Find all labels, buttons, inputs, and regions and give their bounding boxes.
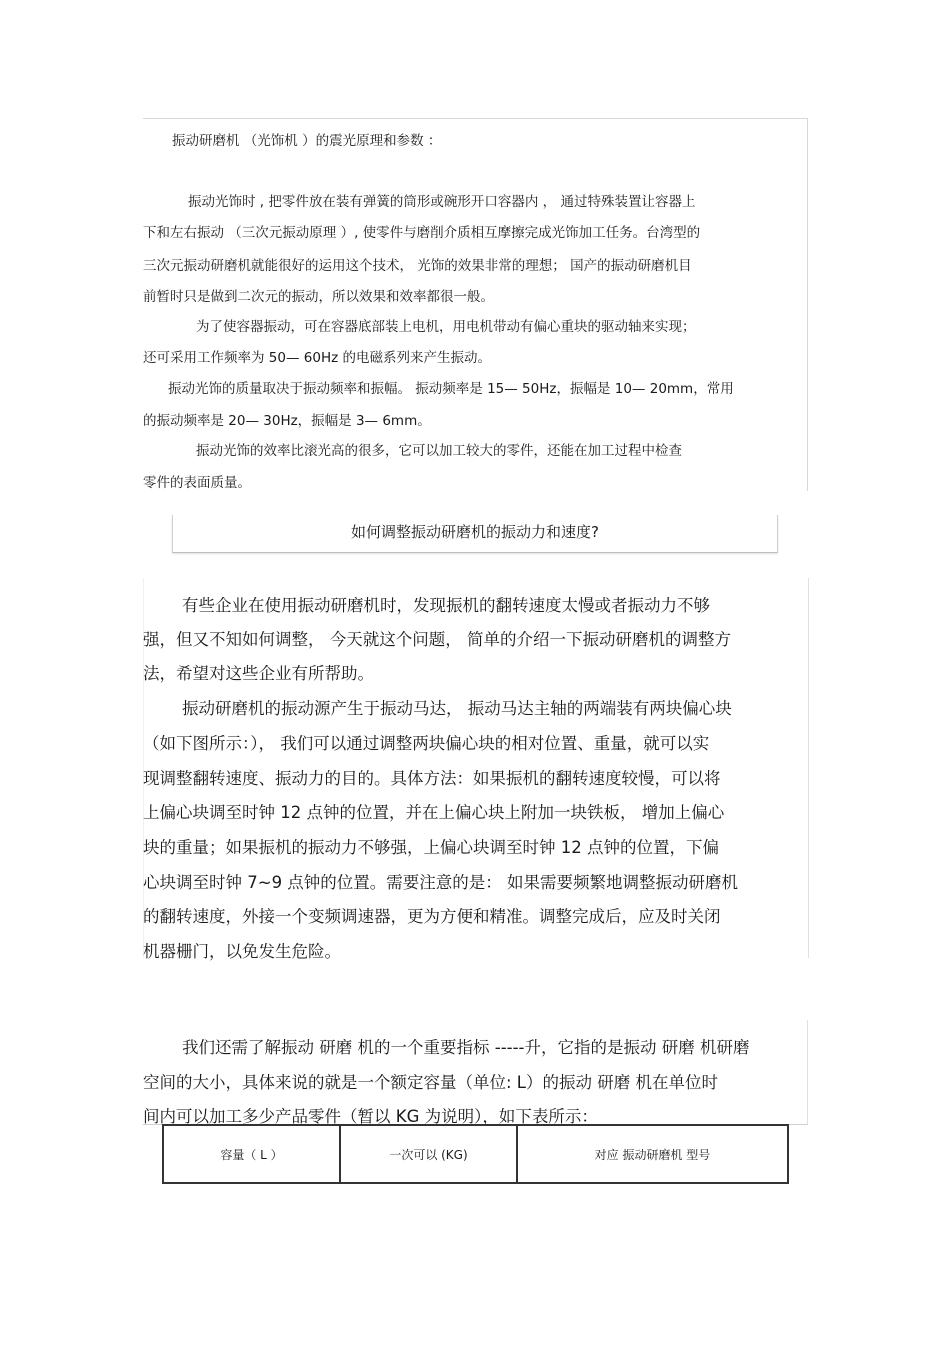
section1-line: 还可采用工作频率为 50— 60Hz 的电磁系列来产生振动。 — [143, 350, 491, 366]
section2-line: 的翻转速度，外接一个变频调速器，更为方便和精准。调整完成后，应及时关闭 — [143, 907, 721, 926]
section1-line: 三次元振动研磨机就能很好的运用这个技术， 光饰的效果非常的理想； 国产的振动研磨机目 — [143, 258, 692, 274]
table-header-capacity: 容量（ L ） — [163, 1125, 340, 1183]
section3-line: 空间的大小，具体来说的就是一个额定容量（单位: L）的振动 研磨 机在单位时 — [143, 1073, 718, 1092]
section1-heading: 振动研磨机 （光饰机 ）的震光原理和参数 ： — [172, 133, 442, 149]
section1-line: 下和左右振动 （三次元振动原理 ）, 使零件与磨削介质相互摩擦完成光饰加工任务。台湾型的 — [143, 225, 701, 241]
section2-line: 振动研磨机的振动源产生于振动马达， 振动马达主轴的两端装有两块偏心块 — [182, 699, 732, 718]
section1-line: 振动光饰的效率比滚光高的很多，它可以加工较大的零件，还能在加工过程中检查 — [196, 443, 682, 459]
section1-line: 的振动频率是 20— 30Hz，振幅是 3— 6mm。 — [143, 413, 431, 429]
section3-line: 我们还需了解振动 研磨 机的一个重要指标 -----升，它指的是振动 研磨 机研磨 — [182, 1038, 750, 1057]
section1-line: 振动光饰的质量取决于振动频率和振幅。 振动频率是 15— 50Hz，振幅是 10— 20mm，常用 — [168, 381, 734, 397]
section3-line: 间内可以加工多少产品零件（暂以 KG 为说明），如下表所示： — [143, 1107, 598, 1126]
table-header-load: 一次可以 (KG) — [340, 1125, 517, 1183]
section2-line: （如下图所示：）， 我们可以通过调整两块偏心块的相对位置、重量，就可以实 — [143, 734, 710, 753]
capacity-table — [162, 1124, 789, 1184]
section1-line: 振动光饰时 , 把零件放在装有弹簧的筒形或碗形开口容器内 ， 通过特殊装置让容器上 — [188, 194, 696, 210]
section2-line: 现调整翻转速度、振动力的目的。具体方法：如果振机的翻转速度较慢，可以将 — [143, 769, 721, 788]
section1-line: 为了使容器振动，可在容器底部装上电机，用电机带动有偏心重块的驱动轴来实现； — [196, 319, 696, 335]
section2-line: 强，但又不知如何调整， 今天就这个问题， 简单的介绍一下振动研磨机的调整方 — [143, 630, 731, 649]
section2-line: 有些企业在使用振动研磨机时，发现振机的翻转速度太慢或者振动力不够 — [182, 596, 710, 615]
section1-line: 零件的表面质量。 — [143, 475, 251, 491]
table-header-row — [163, 1125, 788, 1183]
section2-line: 上偏心块调至时钟 12 点钟的位置，并在上偏心块上附加一块铁板， 增加上偏心 — [143, 803, 725, 822]
section2-line: 法，希望对这些企业有所帮助。 — [143, 664, 374, 683]
section2-line: 机器栅门，以免发生危险。 — [143, 942, 341, 961]
section2-line: 块的重量；如果振机的振动力不够强，上偏心块调至时钟 12 点钟的位置，下偏 — [143, 838, 719, 857]
section2-title: 如何调整振动研磨机的振动力和速度? — [351, 523, 599, 541]
section1-line: 前暂时只是做到二次元的振动，所以效果和效率都很一般。 — [143, 289, 494, 305]
table-header-model: 对应 振动研磨机 型号 — [517, 1125, 788, 1183]
section2-line: 心块调至时钟 7~9 点钟的位置。需要注意的是： 如果需要频繁地调整振动研磨机 — [143, 873, 739, 892]
section-title-box — [172, 515, 778, 553]
